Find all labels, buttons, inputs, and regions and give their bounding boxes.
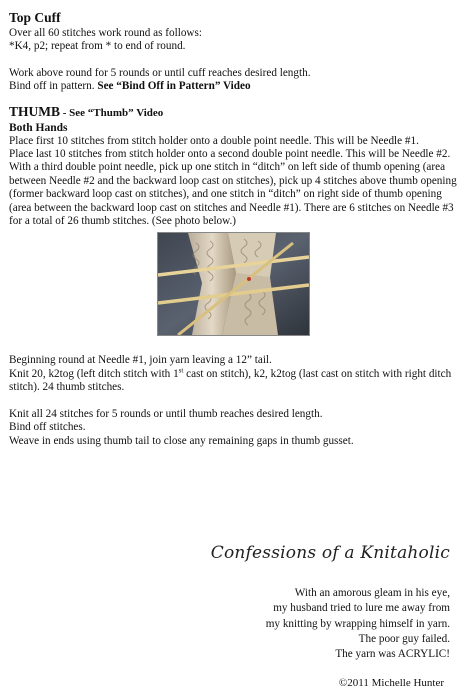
confessions-title: Confessions of a Knitaholic	[210, 543, 450, 563]
poem-line: The poor guy failed.	[358, 632, 450, 645]
top-cuff-line: Over all 60 stitches work round as follows:	[9, 27, 202, 39]
bind-off-video-link: See “Bind Off in Pattern” Video	[97, 80, 251, 93]
thumb-photo	[157, 232, 310, 336]
knit-instruction-a: Knit 20, k2tog (left ditch stitch with 1	[9, 367, 179, 380]
top-cuff-line: Work above round for 5 rounds or until cuff reaches desired length.	[9, 66, 311, 79]
poem-line: The yarn was ACRYLIC!	[335, 648, 450, 661]
thumb-paragraph: Weave in ends using thumb tail to close any remaining gaps in thumb gusset.	[9, 434, 354, 447]
knit-instruction-b: cast on stitch), k2, k2tog (last cast on stitch with right ditch stitch). 24 thumb stitches.	[9, 367, 452, 394]
thumb-paragraph: Knit all 24 stitches for 5 rounds or until thumb reaches desired length.	[9, 407, 323, 420]
thumb-paragraph: Bind off stitches.	[9, 421, 86, 434]
top-cuff-heading: Top Cuff	[9, 10, 61, 25]
poem	[266, 586, 450, 662]
poem-line: my knitting by wrapping himself in yarn.	[265, 617, 450, 630]
thumb-paragraph: Beginning round at Needle #1, join yarn leaving a 12” tail.	[9, 354, 272, 367]
poem-line: my husband tried to lure me away from	[273, 602, 450, 615]
thumb-paragraph	[9, 368, 457, 395]
poem-line: With an amorous gleam in his eye,	[294, 587, 450, 599]
thumb-paragraph: Place last 10 stitches from stitch holder onto a second double point needle. This will be Needle #2.	[9, 148, 451, 161]
thumb-heading-text: THUMB	[9, 103, 61, 119]
thumb-paragraph: Place first 10 stitches from stitch holder onto a double point needle. This will be Needle #1.	[9, 134, 419, 147]
both-hands-subheading: Both Hands	[9, 121, 68, 134]
ordinal-suffix: st	[178, 366, 184, 375]
pattern-page	[9, 10, 457, 448]
copyright-notice: ©2011 Michelle Hunter	[338, 677, 444, 689]
top-cuff-line: *K4, p2; repeat from * to end of round.	[9, 40, 186, 53]
bind-off-text: Bind off in pattern.	[9, 80, 98, 93]
thumb-heading	[9, 104, 457, 121]
thumb-paragraph: With a third double point needle, pick up one stitch in “ditch” on left side of thumb opening (area between Needle #2 and the backward loop cast on stitches), pick up 4 stitches above thumb opening (former backward loop cast on stitches), and one stitch in “ditch” on right side of thumb opening (area between the backward loop cast on stitches and Needle #1). There are 6 stitches on Needle #3 for a total of 26 thumb stitches. (See photo below.)	[9, 161, 457, 228]
top-cuff-bind-off-line	[9, 80, 457, 93]
thumb-video-note: - See “Thumb” Video	[60, 106, 164, 119]
